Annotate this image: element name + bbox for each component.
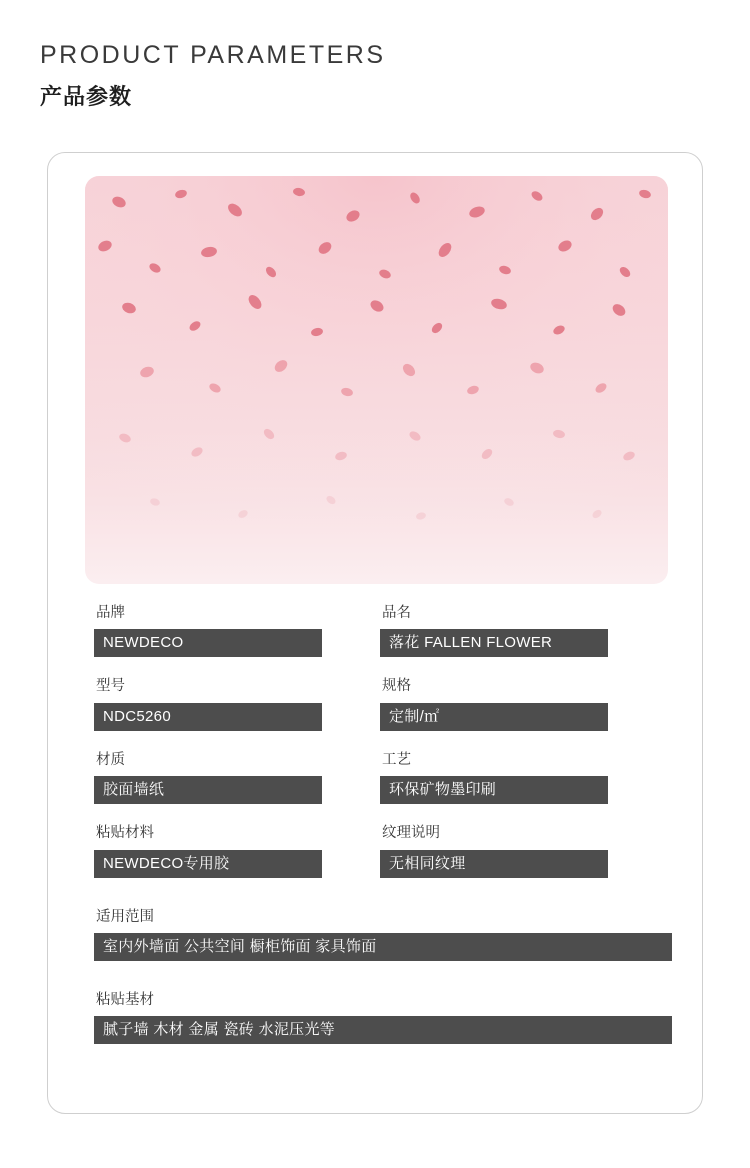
spec-label: 粘贴基材 — [96, 991, 154, 1008]
spec-value: NDC5260 — [94, 703, 322, 731]
spec-value: 定制/㎡ — [380, 703, 608, 731]
spec-row — [94, 752, 672, 804]
spec-field-model — [94, 678, 322, 730]
spec-field-texture — [380, 825, 608, 877]
spec-label: 纹理说明 — [382, 825, 440, 842]
spec-label: 粘贴材料 — [96, 825, 154, 842]
spec-value: 无相同纹理 — [380, 850, 608, 878]
spec-row — [94, 825, 672, 877]
spec-label: 型号 — [96, 678, 125, 695]
spec-label: 工艺 — [382, 751, 411, 768]
falling-petals-illustration — [85, 176, 668, 584]
spec-value: 落花 FALLEN FLOWER — [380, 629, 608, 657]
spec-value: 环保矿物墨印刷 — [380, 776, 608, 804]
spec-field-product-name — [380, 605, 608, 657]
spec-field-brand — [94, 605, 322, 657]
spec-value: 胶面墙纸 — [94, 776, 322, 804]
spec-field-adhesive — [94, 825, 322, 877]
spec-label: 品名 — [382, 605, 411, 621]
spec-value: 室内外墙面 公共空间 橱柜饰面 家具饰面 — [94, 933, 672, 961]
spec-field-application-scope — [94, 909, 672, 961]
spec-row — [94, 992, 672, 1044]
spec-label: 材质 — [96, 751, 125, 768]
spec-list — [94, 605, 672, 1065]
section-spacer — [94, 899, 672, 909]
spec-field-specification — [380, 678, 608, 730]
page-title-chinese: 产品参数 — [40, 84, 133, 109]
product-parameters-card — [47, 152, 703, 1114]
spec-value: NEWDECO专用胶 — [94, 850, 322, 878]
page-title-english: PRODUCT PARAMETERS — [40, 41, 386, 69]
spec-value: NEWDECO — [94, 629, 322, 657]
spec-field-material — [94, 752, 322, 804]
spec-row — [94, 909, 672, 961]
spec-value: 腻子墙 木材 金属 瓷砖 水泥压光等 — [94, 1016, 672, 1044]
spec-row — [94, 605, 672, 657]
section-spacer — [94, 982, 672, 992]
page-header — [0, 0, 750, 111]
spec-label: 规格 — [382, 678, 411, 695]
spec-label: 品牌 — [96, 605, 125, 621]
spec-row — [94, 678, 672, 730]
product-image — [85, 176, 668, 584]
spec-field-technique — [380, 752, 608, 804]
spec-field-substrate — [94, 992, 672, 1044]
spec-label: 适用范围 — [96, 908, 154, 925]
